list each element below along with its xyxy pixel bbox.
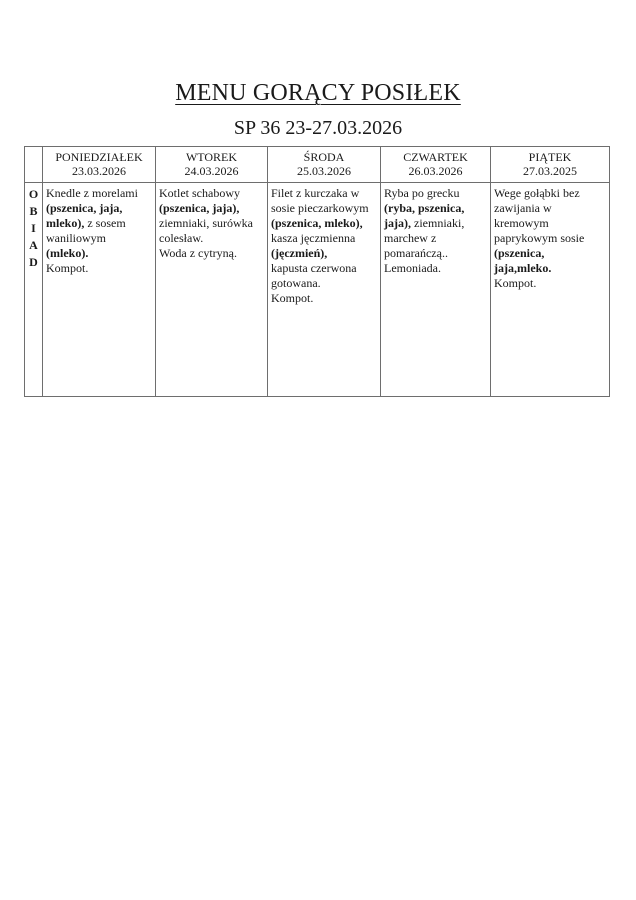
day-date: 24.03.2026 <box>184 164 239 178</box>
day-name: WTOREK <box>185 150 238 164</box>
dish-text: kapusta czerwona <box>271 261 357 275</box>
row-label-letter: A <box>29 238 38 252</box>
dish-line <box>384 186 487 201</box>
dish-line <box>384 231 487 246</box>
dish-line <box>159 216 264 231</box>
row-label-letter: B <box>29 204 38 218</box>
dish-text: Filet z kurczaka w <box>271 186 360 200</box>
allergen-text: (pszenica, <box>494 246 545 260</box>
dish-text: Knedle z morelami <box>46 186 138 200</box>
dish-line <box>46 246 152 261</box>
allergen-text: (ryba, pszenica, <box>384 201 465 215</box>
dish-text: z sosem <box>84 216 126 230</box>
day-header <box>491 147 610 183</box>
dish-line <box>494 246 606 261</box>
dish-line <box>494 261 606 276</box>
dish-text: gotowana. <box>271 276 321 290</box>
allergen-text: mleko), <box>46 216 85 230</box>
dish-line <box>46 186 152 201</box>
dish-line <box>271 246 377 261</box>
dish-line <box>159 201 264 216</box>
dish-line <box>494 186 606 201</box>
dish-text: pomarańczą.. <box>384 246 448 260</box>
dish-text: Ryba po grecku <box>384 186 460 200</box>
dish-line <box>159 186 264 201</box>
dish-cell <box>381 183 491 397</box>
dish-cell <box>491 183 610 397</box>
dish-text: ziemniaki, surówka <box>159 216 253 230</box>
dish-line <box>494 231 606 246</box>
day-name: ŚRODA <box>303 150 345 164</box>
allergen-text: (pszenica, mleko), <box>271 216 363 230</box>
dish-text: colesław. <box>159 231 204 245</box>
dish-line <box>271 276 377 291</box>
dish-cell <box>268 183 381 397</box>
dish-line <box>384 261 487 276</box>
dish-cell <box>156 183 268 397</box>
dish-line <box>271 201 377 216</box>
day-header <box>156 147 268 183</box>
dish-text: Lemoniada. <box>384 261 441 275</box>
day-date: 25.03.2026 <box>297 164 351 178</box>
menu-title: MENU GORĄCY POSIŁEK <box>175 80 461 106</box>
allergen-text: (pszenica, jaja), <box>159 201 240 215</box>
dish-line <box>159 231 264 246</box>
day-date: 27.03.2025 <box>523 164 577 178</box>
dish-line <box>494 216 606 231</box>
allergen-text: (jęczmień), <box>271 246 328 260</box>
dish-text: Woda z cytryną. <box>159 246 237 260</box>
day-name: PONIEDZIAŁEK <box>55 150 143 164</box>
header-corner-cell <box>25 147 43 183</box>
header-row <box>25 147 610 183</box>
menu-subtitle: SP 36 23-27.03.2026 <box>233 117 403 139</box>
row-label-obiad <box>25 183 43 397</box>
dish-text: Kotlet schabowy <box>159 186 240 200</box>
dish-text: Kompot. <box>46 261 89 275</box>
lunch-row <box>25 183 610 397</box>
day-header <box>381 147 491 183</box>
dish-text: kasza jęczmienna <box>271 231 356 245</box>
dish-line <box>46 216 152 231</box>
dish-line <box>46 261 152 276</box>
dish-text: Kompot. <box>494 276 537 290</box>
dish-line <box>494 276 606 291</box>
dish-text: kremowym <box>494 216 549 230</box>
day-header <box>43 147 156 183</box>
day-header <box>268 147 381 183</box>
dish-cell <box>43 183 156 397</box>
dish-line <box>384 246 487 261</box>
menu-table <box>24 146 610 397</box>
allergen-text: jaja,mleko. <box>494 261 552 275</box>
dish-text: zawijania w <box>494 201 552 215</box>
dish-line <box>271 291 377 306</box>
day-date: 23.03.2026 <box>72 164 126 178</box>
dish-text: waniliowym <box>46 231 106 245</box>
allergen-text: (pszenica, jaja, <box>46 201 123 215</box>
day-name: CZWARTEK <box>403 150 468 164</box>
dish-line <box>159 246 264 261</box>
dish-line <box>384 216 487 231</box>
dish-line <box>46 231 152 246</box>
dish-text: Kompot. <box>271 291 314 305</box>
dish-text: ziemniaki, <box>411 216 465 230</box>
day-name: PIĄTEK <box>528 150 572 164</box>
row-label-letter: I <box>31 221 36 235</box>
row-label-letter: D <box>29 255 38 269</box>
allergen-text: jaja), <box>384 216 411 230</box>
dish-text: Wege gołąbki bez <box>494 186 580 200</box>
dish-line <box>271 261 377 276</box>
dish-line <box>271 186 377 201</box>
dish-line <box>494 201 606 216</box>
dish-line <box>384 201 487 216</box>
dish-text: sosie pieczarkowym <box>271 201 369 215</box>
dish-line <box>46 201 152 216</box>
day-date: 26.03.2026 <box>408 164 463 178</box>
dish-line <box>271 216 377 231</box>
dish-text: paprykowym sosie <box>494 231 585 245</box>
allergen-text: (mleko). <box>46 246 89 260</box>
dish-line <box>271 231 377 246</box>
dish-text: marchew z <box>384 231 437 245</box>
row-label-letter: O <box>28 187 39 201</box>
